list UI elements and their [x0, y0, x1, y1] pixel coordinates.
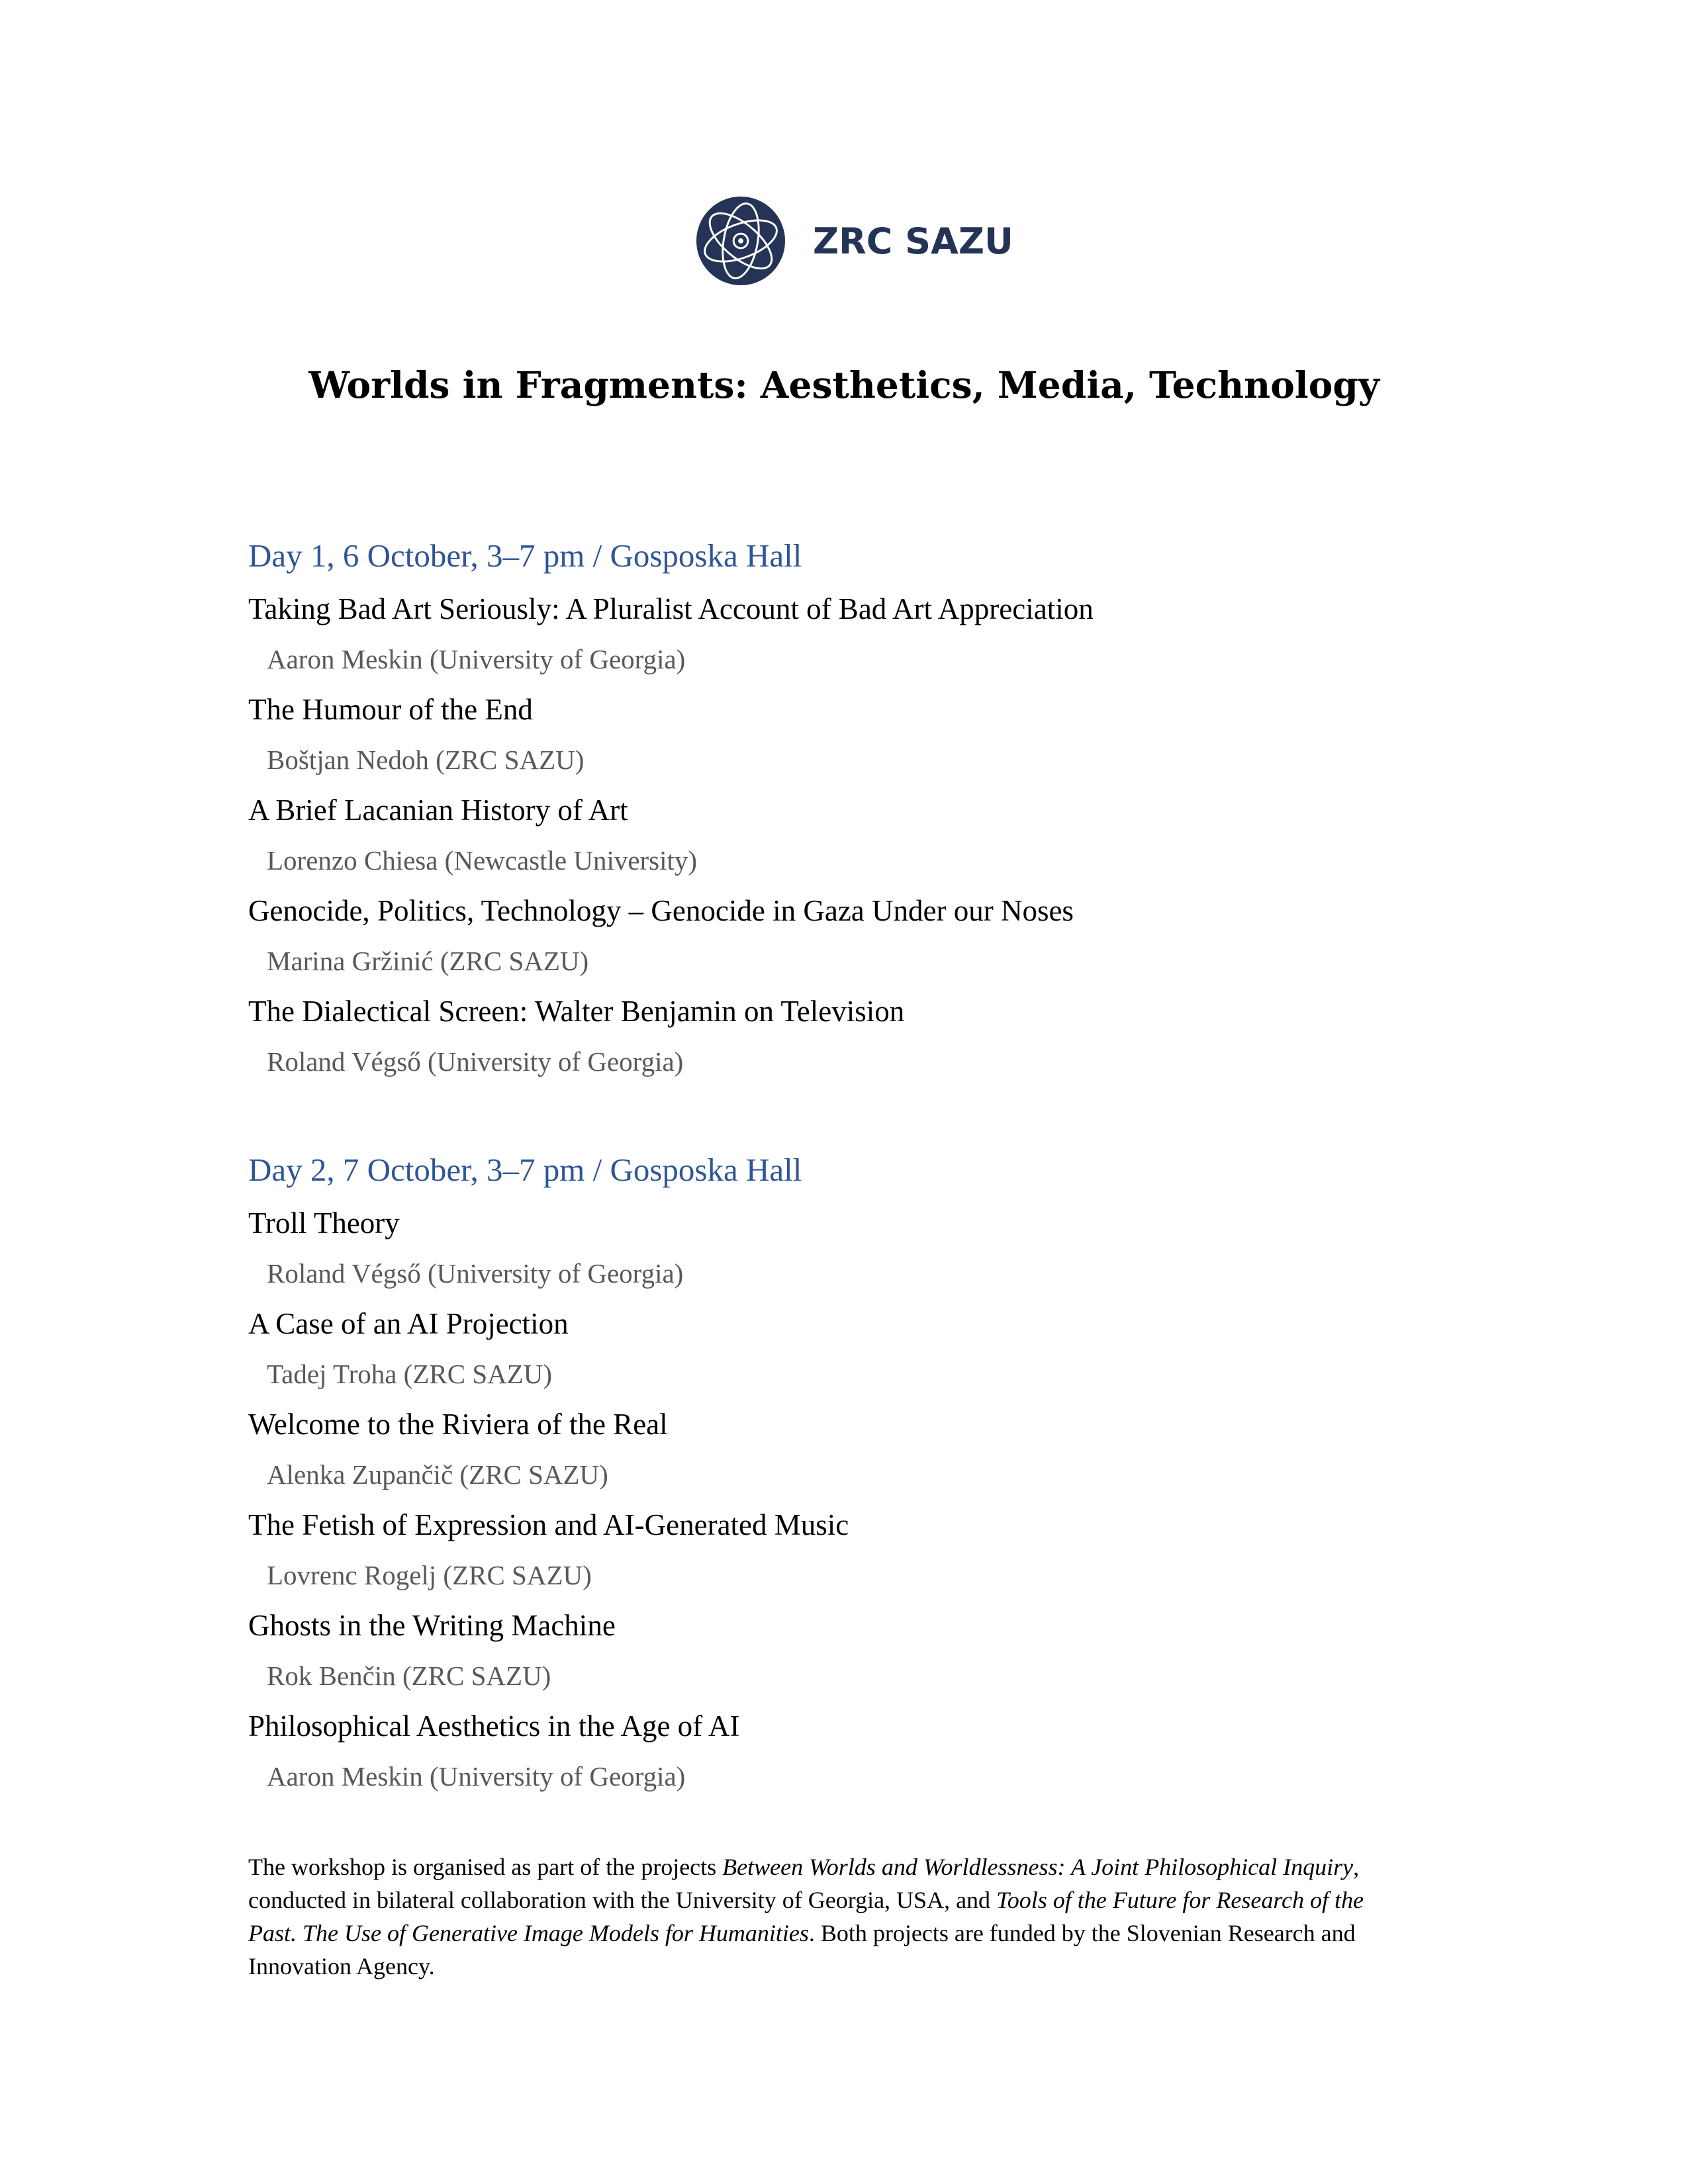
talk-title: Philosophical Aesthetics in the Age of AI [248, 1709, 740, 1743]
talk-speaker: Roland Végső (University of Georgia) [267, 1258, 684, 1289]
talk-title: The Dialectical Screen: Walter Benjamin on Television [248, 995, 905, 1028]
section-spacer [248, 1087, 1440, 1142]
talk-speaker: Rok Benčin (ZRC SAZU) [267, 1661, 551, 1691]
talk-speaker: Aaron Meskin (University of Georgia) [267, 644, 686, 674]
talk-speaker: Lorenzo Chiesa (Newcastle University) [267, 845, 698, 876]
logo [695, 195, 1013, 287]
talk-title: A Brief Lacanian History of Art [248, 794, 628, 827]
talk-title: Genocide, Politics, Technology – Genocide in Gaza Under our Noses [248, 894, 1074, 927]
talk-title: Ghosts in the Writing Machine [248, 1609, 616, 1642]
talk-title: Troll Theory [248, 1206, 400, 1240]
talk-speaker: Tadej Troha (ZRC SAZU) [267, 1359, 553, 1389]
talk-title: Welcome to the Riviera of the Real [248, 1408, 668, 1441]
project-title: Tools of the Future for Research of the Past. The Use of Generative Image Models for Humanities [248, 1887, 1364, 1946]
talk-speaker: Aaron Meskin (University of Georgia) [267, 1761, 686, 1792]
talk-speaker: Alenka Zupančič (ZRC SAZU) [267, 1459, 608, 1490]
talk-speaker: Marina Gržinić (ZRC SAZU) [267, 946, 589, 976]
day-2-heading: Day 2, 7 October, 3–7 pm / Gosposka Hall [248, 1152, 802, 1188]
program [248, 528, 1440, 1801]
note-text: . Both projects are funded by the Slovenian Research and Innovation Agency. [248, 1920, 1356, 1979]
talk-title: The Humour of the End [248, 693, 533, 726]
logo-text: ZRC SAZU [813, 220, 1013, 262]
funding-note [248, 1850, 1387, 1983]
talk-title: Taking Bad Art Seriously: A Pluralist Account of Bad Art Appreciation [248, 592, 1094, 625]
atom-globe-icon [695, 195, 786, 287]
page-title: Worlds in Fragments: Aesthetics, Media, Technology [308, 363, 1380, 406]
project-title: Between Worlds and Worldlessness: A Joint Philosophical Inquiry [722, 1854, 1354, 1880]
talk-title: The Fetish of Expression and AI-Generated Music [248, 1508, 849, 1541]
talk-title: A Case of an AI Projection [248, 1307, 569, 1340]
note-text: The workshop is organised as part of the projects [248, 1854, 723, 1880]
talk-speaker: Boštjan Nedoh (ZRC SAZU) [267, 745, 585, 775]
talk-speaker: Lovrenc Rogelj (ZRC SAZU) [267, 1560, 592, 1590]
day-1-heading: Day 1, 6 October, 3–7 pm / Gosposka Hall [248, 537, 802, 574]
note-text: , conducted in bilateral collaboration with the University of Georgia, USA, and [248, 1854, 1360, 1913]
talk-speaker: Roland Végső (University of Georgia) [267, 1046, 684, 1077]
